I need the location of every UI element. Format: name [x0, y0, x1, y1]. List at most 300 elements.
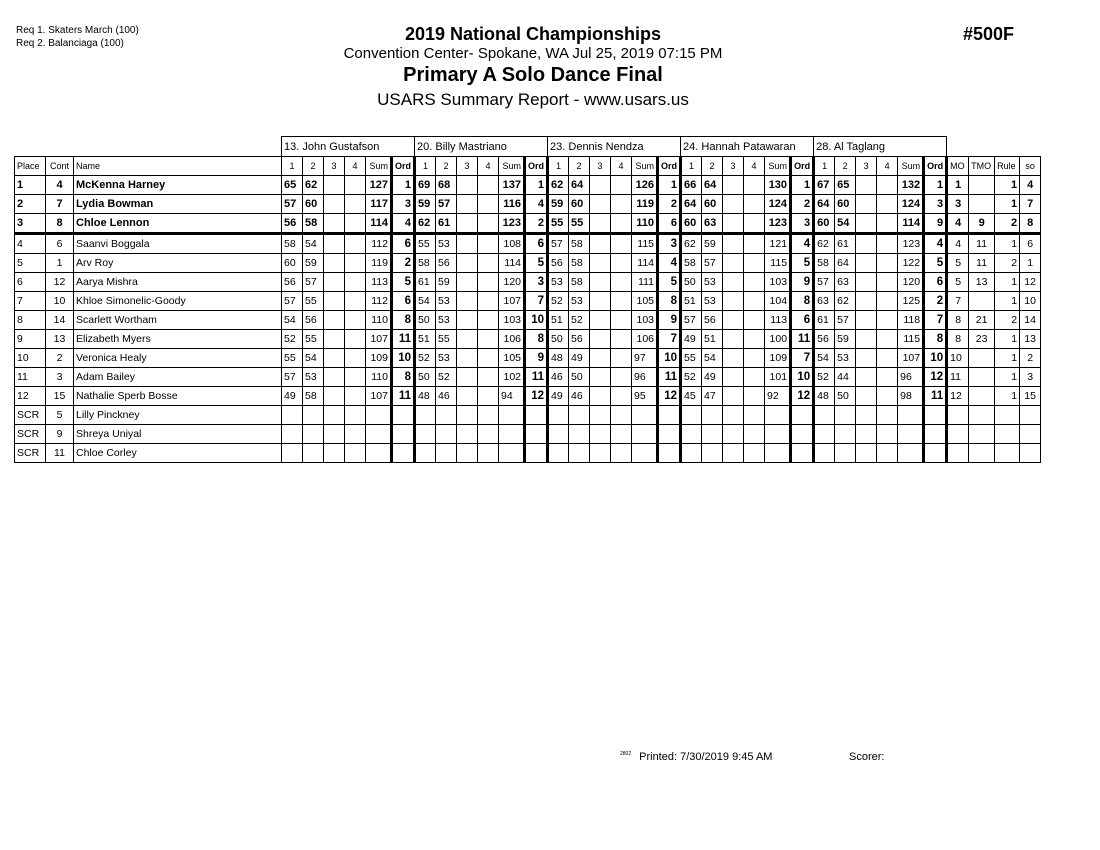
score-2: 56 — [569, 330, 590, 349]
skater-name: Arv Roy — [74, 254, 282, 273]
skater-name: Chloe Corley — [74, 444, 282, 463]
mo: 10 — [947, 349, 969, 368]
score-3 — [723, 234, 744, 254]
score-4 — [345, 273, 366, 292]
score-2: 53 — [702, 292, 723, 311]
judge-sum: 97 — [632, 349, 658, 368]
so: 13 — [1020, 330, 1041, 349]
score-2 — [303, 444, 324, 463]
score-3 — [590, 425, 611, 444]
score-2: 61 — [835, 234, 856, 254]
judge-sum: 124 — [765, 195, 791, 214]
judge-sum: 107 — [366, 387, 392, 406]
tmo: 9 — [969, 214, 995, 234]
score-1: 66 — [681, 176, 702, 195]
score-3 — [324, 292, 345, 311]
rule: 2 — [995, 254, 1020, 273]
score-3 — [324, 214, 345, 234]
judge-sum — [898, 444, 924, 463]
judge-ordinal: 4 — [658, 254, 681, 273]
score-4 — [478, 406, 499, 425]
score-4 — [478, 234, 499, 254]
score-2: 59 — [436, 273, 457, 292]
score-4 — [877, 444, 898, 463]
score-1: 63 — [814, 292, 835, 311]
judge-sum — [632, 444, 658, 463]
so — [1020, 444, 1041, 463]
judge-ordinal: 12 — [791, 387, 814, 406]
judge-ordinal: 12 — [525, 387, 548, 406]
judge-sum: 132 — [898, 176, 924, 195]
header-judge-col: Ord — [658, 157, 681, 176]
rule — [995, 425, 1020, 444]
judge-sum: 130 — [765, 176, 791, 195]
score-2 — [436, 406, 457, 425]
mo: 8 — [947, 330, 969, 349]
score-3 — [856, 292, 877, 311]
score-3 — [457, 292, 478, 311]
header-judge-col: 1 — [814, 157, 835, 176]
score-3 — [723, 273, 744, 292]
score-1: 54 — [282, 311, 303, 330]
judge-sum: 112 — [366, 234, 392, 254]
score-4 — [345, 176, 366, 195]
score-4 — [611, 406, 632, 425]
report-title: USARS Summary Report - www.usars.us — [377, 90, 689, 109]
judge-sum: 101 — [765, 368, 791, 387]
score-2: 56 — [702, 311, 723, 330]
score-4 — [877, 214, 898, 234]
score-2: 60 — [835, 195, 856, 214]
score-3 — [324, 254, 345, 273]
mo: 4 — [947, 214, 969, 234]
judge-ordinal: 7 — [924, 311, 947, 330]
score-2 — [436, 425, 457, 444]
skater-row — [15, 234, 1041, 254]
judge-ordinal: 1 — [924, 176, 947, 195]
judge-ordinal: 8 — [658, 292, 681, 311]
score-4 — [611, 368, 632, 387]
score-1: 64 — [681, 195, 702, 214]
score-3 — [590, 176, 611, 195]
judge-sum: 125 — [898, 292, 924, 311]
skater-row — [15, 214, 1041, 234]
judge-sum: 122 — [898, 254, 924, 273]
score-1: 48 — [548, 349, 569, 368]
tmo: 13 — [969, 273, 995, 292]
judge-sum: 119 — [632, 195, 658, 214]
tmo: 21 — [969, 311, 995, 330]
score-1: 45 — [681, 387, 702, 406]
header-judge-col: 3 — [457, 157, 478, 176]
score-2: 53 — [436, 349, 457, 368]
score-3 — [856, 234, 877, 254]
score-3 — [723, 176, 744, 195]
score-1: 48 — [814, 387, 835, 406]
skater-row — [15, 311, 1041, 330]
score-2: 54 — [702, 349, 723, 368]
header-place: Place — [15, 157, 46, 176]
judge-ordinal: 2 — [791, 195, 814, 214]
score-3 — [457, 349, 478, 368]
score-2: 59 — [303, 254, 324, 273]
skater-row — [15, 368, 1041, 387]
place: 3 — [15, 214, 46, 234]
score-1: 60 — [282, 254, 303, 273]
contestant-number: 11 — [46, 444, 74, 463]
contestant-number: 15 — [46, 387, 74, 406]
judge-ordinal: 7 — [658, 330, 681, 349]
judge-ordinal: 7 — [525, 292, 548, 311]
judge-ordinal: 6 — [791, 311, 814, 330]
score-3 — [324, 387, 345, 406]
judge-ordinal: 4 — [525, 195, 548, 214]
judge-sum: 96 — [898, 368, 924, 387]
score-3 — [856, 176, 877, 195]
score-1 — [681, 425, 702, 444]
place: 1 — [15, 176, 46, 195]
score-3 — [590, 387, 611, 406]
place: 5 — [15, 254, 46, 273]
judge-sum — [765, 406, 791, 425]
so: 1 — [1020, 254, 1041, 273]
judge-ordinal: 1 — [525, 176, 548, 195]
score-4 — [345, 254, 366, 273]
score-1: 65 — [282, 176, 303, 195]
judge-sum: 113 — [765, 311, 791, 330]
score-3 — [856, 444, 877, 463]
score-3 — [324, 234, 345, 254]
score-1: 56 — [282, 273, 303, 292]
so: 14 — [1020, 311, 1041, 330]
judge-ordinal — [658, 425, 681, 444]
score-1: 52 — [681, 368, 702, 387]
judge-ordinal: 5 — [658, 273, 681, 292]
judge-sum: 123 — [499, 214, 525, 234]
skater-name: Aarya Mishra — [74, 273, 282, 292]
rule: 1 — [995, 330, 1020, 349]
score-1: 51 — [415, 330, 436, 349]
header-rule: Rule — [995, 157, 1020, 176]
score-2: 55 — [303, 292, 324, 311]
header-judge-col: Sum — [765, 157, 791, 176]
tmo — [969, 387, 995, 406]
score-4 — [877, 254, 898, 273]
requirement-1: Req 1. Skaters March (100) — [16, 25, 139, 36]
judge-ordinal: 2 — [924, 292, 947, 311]
judge-ordinal: 10 — [791, 368, 814, 387]
judge-sum: 105 — [499, 349, 525, 368]
judge-sum: 104 — [765, 292, 791, 311]
score-1: 50 — [681, 273, 702, 292]
score-4 — [478, 425, 499, 444]
score-4 — [478, 311, 499, 330]
score-3 — [590, 254, 611, 273]
score-1 — [282, 425, 303, 444]
score-2: 59 — [835, 330, 856, 349]
score-4 — [478, 176, 499, 195]
judge-ordinal — [924, 425, 947, 444]
skater-name: Saanvi Boggala — [74, 234, 282, 254]
score-2 — [702, 444, 723, 463]
score-1: 52 — [282, 330, 303, 349]
tmo — [969, 368, 995, 387]
score-3 — [457, 234, 478, 254]
rule: 1 — [995, 387, 1020, 406]
score-4 — [744, 330, 765, 349]
score-1 — [814, 425, 835, 444]
score-4 — [611, 234, 632, 254]
so: 15 — [1020, 387, 1041, 406]
judge-sum: 109 — [366, 349, 392, 368]
score-4 — [744, 176, 765, 195]
score-4 — [744, 387, 765, 406]
contestant-number: 6 — [46, 234, 74, 254]
judge-ordinal: 4 — [392, 214, 415, 234]
so: 2 — [1020, 349, 1041, 368]
score-1: 61 — [814, 311, 835, 330]
mo: 3 — [947, 195, 969, 214]
judge-ordinal: 1 — [658, 176, 681, 195]
score-1: 57 — [681, 311, 702, 330]
score-2: 60 — [702, 195, 723, 214]
score-4 — [744, 444, 765, 463]
header-judge-col: 1 — [415, 157, 436, 176]
score-3 — [457, 195, 478, 214]
so: 8 — [1020, 214, 1041, 234]
score-2 — [702, 425, 723, 444]
score-1: 51 — [548, 311, 569, 330]
tmo — [969, 195, 995, 214]
judge-sum: 114 — [632, 254, 658, 273]
judge-name: 20. Billy Mastriano — [415, 137, 548, 157]
score-3 — [723, 368, 744, 387]
rule: 1 — [995, 349, 1020, 368]
judge-sum: 120 — [499, 273, 525, 292]
header-judge-col: Sum — [898, 157, 924, 176]
footer-code: 2802 — [620, 751, 632, 757]
judge-sum: 124 — [898, 195, 924, 214]
score-2: 54 — [303, 234, 324, 254]
score-2 — [303, 406, 324, 425]
score-3 — [856, 273, 877, 292]
score-1: 58 — [814, 254, 835, 273]
judge-ordinal: 9 — [525, 349, 548, 368]
judge-sum: 123 — [898, 234, 924, 254]
score-3 — [457, 406, 478, 425]
header-judge-col: 3 — [590, 157, 611, 176]
score-2: 55 — [436, 330, 457, 349]
score-1: 50 — [415, 368, 436, 387]
judge-ordinal — [791, 444, 814, 463]
blank-cell — [947, 137, 1041, 157]
skater-name: McKenna Harney — [74, 176, 282, 195]
score-4 — [345, 425, 366, 444]
score-4 — [611, 387, 632, 406]
judge-ordinal — [791, 425, 814, 444]
score-3 — [324, 406, 345, 425]
score-3 — [590, 273, 611, 292]
skater-row — [15, 195, 1041, 214]
score-4 — [345, 406, 366, 425]
score-2: 58 — [569, 234, 590, 254]
score-4 — [877, 349, 898, 368]
score-3 — [324, 444, 345, 463]
score-1 — [415, 406, 436, 425]
judge-ordinal: 11 — [924, 387, 947, 406]
judge-sum: 115 — [632, 234, 658, 254]
score-1: 52 — [548, 292, 569, 311]
judge-ordinal: 6 — [924, 273, 947, 292]
score-4 — [744, 349, 765, 368]
score-4 — [478, 292, 499, 311]
score-2: 47 — [702, 387, 723, 406]
header-judge-col: 2 — [702, 157, 723, 176]
event-title: Primary A Solo Dance Final — [403, 64, 663, 86]
judge-sum: 94 — [499, 387, 525, 406]
judge-sum — [765, 425, 791, 444]
score-2: 56 — [303, 311, 324, 330]
score-1 — [415, 444, 436, 463]
contestant-number: 8 — [46, 214, 74, 234]
score-3 — [324, 349, 345, 368]
score-3 — [723, 292, 744, 311]
score-2: 56 — [436, 254, 457, 273]
judge-ordinal: 3 — [525, 273, 548, 292]
score-2: 63 — [702, 214, 723, 234]
header-judge-col: Ord — [525, 157, 548, 176]
judge-ordinal: 9 — [924, 214, 947, 234]
mo: 4 — [947, 234, 969, 254]
place: 2 — [15, 195, 46, 214]
mo — [947, 425, 969, 444]
judge-ordinal: 4 — [791, 234, 814, 254]
tmo — [969, 349, 995, 368]
score-1: 56 — [282, 214, 303, 234]
blank-cell — [15, 137, 282, 157]
score-3 — [457, 311, 478, 330]
score-3 — [723, 214, 744, 234]
judge-ordinal: 8 — [525, 330, 548, 349]
score-4 — [744, 234, 765, 254]
judge-sum: 95 — [632, 387, 658, 406]
place: 9 — [15, 330, 46, 349]
score-4 — [611, 195, 632, 214]
judge-ordinal: 11 — [791, 330, 814, 349]
score-4 — [345, 444, 366, 463]
score-1: 48 — [415, 387, 436, 406]
judge-ordinal: 2 — [392, 254, 415, 273]
judge-ordinal: 8 — [924, 330, 947, 349]
score-3 — [723, 387, 744, 406]
judge-name: 24. Hannah Patawaran — [681, 137, 814, 157]
place: 11 — [15, 368, 46, 387]
score-4 — [345, 292, 366, 311]
score-3 — [324, 176, 345, 195]
score-2: 61 — [436, 214, 457, 234]
score-4 — [611, 254, 632, 273]
score-1: 57 — [548, 234, 569, 254]
competition-title: 2019 National Championships — [404, 24, 662, 44]
mo — [947, 406, 969, 425]
judge-ordinal: 11 — [392, 330, 415, 349]
score-2: 44 — [835, 368, 856, 387]
score-4 — [744, 214, 765, 234]
score-2: 53 — [436, 292, 457, 311]
score-3 — [324, 195, 345, 214]
judge-sum: 103 — [499, 311, 525, 330]
score-4 — [345, 311, 366, 330]
score-4 — [877, 234, 898, 254]
judge-sum — [366, 444, 392, 463]
score-1: 46 — [548, 368, 569, 387]
score-4 — [611, 349, 632, 368]
header-judge-col: Ord — [392, 157, 415, 176]
header-name: Name — [74, 157, 282, 176]
score-1: 51 — [681, 292, 702, 311]
location-datetime: Convention Center- Spokane, WA Jul 25, 2019 07:15 PM — [343, 45, 723, 62]
judge-ordinal: 12 — [924, 368, 947, 387]
header-judge-col: 3 — [723, 157, 744, 176]
judge-sum — [499, 406, 525, 425]
score-3 — [723, 311, 744, 330]
score-1: 62 — [415, 214, 436, 234]
judge-sum: 107 — [898, 349, 924, 368]
header-judge-col: 2 — [303, 157, 324, 176]
skater-name: Nathalie Sperb Bosse — [74, 387, 282, 406]
judge-sum: 100 — [765, 330, 791, 349]
score-3 — [590, 214, 611, 234]
skater-name: Scarlett Wortham — [74, 311, 282, 330]
judge-ordinal — [924, 444, 947, 463]
score-3 — [457, 273, 478, 292]
place: SCR — [15, 406, 46, 425]
score-2: 54 — [835, 214, 856, 234]
skater-name: Chloe Lennon — [74, 214, 282, 234]
score-4 — [478, 254, 499, 273]
score-4 — [744, 311, 765, 330]
score-1: 55 — [282, 349, 303, 368]
score-2: 53 — [303, 368, 324, 387]
score-4 — [877, 273, 898, 292]
judge-ordinal: 8 — [392, 368, 415, 387]
score-3 — [457, 425, 478, 444]
score-1: 54 — [814, 349, 835, 368]
tmo: 23 — [969, 330, 995, 349]
so: 10 — [1020, 292, 1041, 311]
judge-sum: 123 — [765, 214, 791, 234]
score-2: 62 — [835, 292, 856, 311]
place: 10 — [15, 349, 46, 368]
header-judge-col: 1 — [681, 157, 702, 176]
judge-sum: 103 — [632, 311, 658, 330]
judge-ordinal: 10 — [924, 349, 947, 368]
score-3 — [324, 273, 345, 292]
score-1: 62 — [681, 234, 702, 254]
judge-ordinal: 3 — [791, 214, 814, 234]
score-2: 58 — [569, 273, 590, 292]
score-1: 58 — [282, 234, 303, 254]
score-2: 57 — [436, 195, 457, 214]
score-2: 50 — [569, 368, 590, 387]
judge-ordinal — [658, 444, 681, 463]
score-4 — [478, 387, 499, 406]
score-1 — [415, 425, 436, 444]
score-4 — [877, 292, 898, 311]
tmo — [969, 176, 995, 195]
judge-ordinal: 6 — [392, 292, 415, 311]
score-1 — [548, 444, 569, 463]
